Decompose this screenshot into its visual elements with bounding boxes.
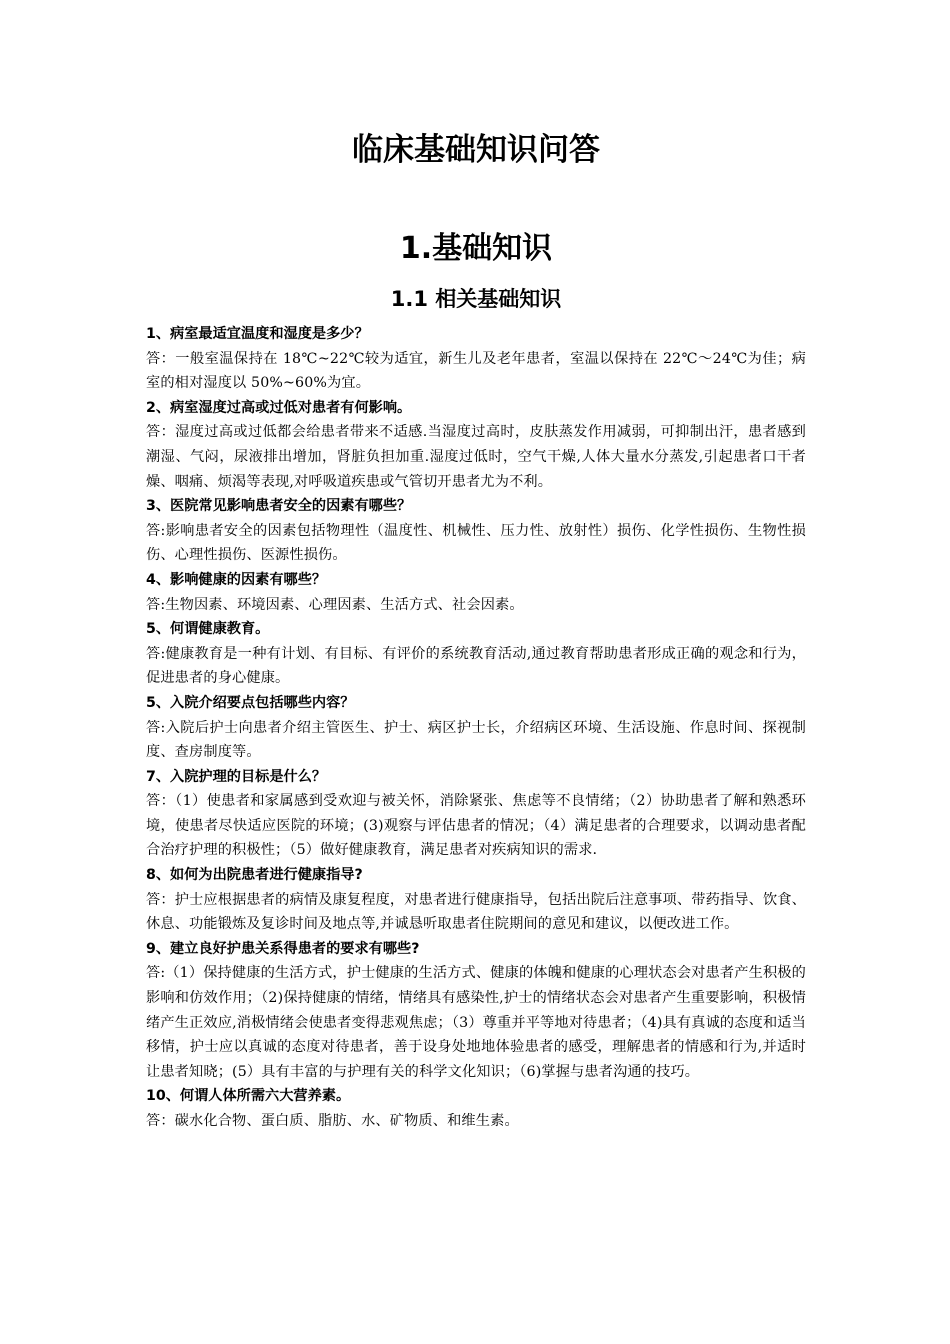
question-text: 5、何谓健康教育。 (146, 621, 270, 638)
qa-list (146, 322, 806, 1134)
answer-text: 答：湿度过高或过低都会给患者带来不适感.当湿度过高时，皮肤蒸发作用减弱，可抑制出汗，患者感到潮湿、气闷，尿液排出增加，肾脏负担加重.湿度过低时，空气干燥,人体大量水分蒸发,引起患者口干者燥、咽痛、烦渴等表现,对呼吸道疾患或气管切开患者尤为不利。 (146, 424, 806, 490)
question-text: 8、如何为出院患者进行健康指导? (146, 867, 363, 884)
question-text: 9、建立良好护患关系得患者的要求有哪些? (146, 940, 420, 957)
qa-item (146, 568, 806, 617)
section-heading: 1.1 相关基础知识 (390, 287, 562, 311)
question-text: 2、病室湿度过高或过低对患者有何影响。 (146, 399, 412, 416)
answer-text: 答：（1）使患者和家属感到受欢迎与被关怀，消除紧张、焦虑等不良情绪；（2）协助患者了解和熟悉环境，使患者尽快适应医院的环境；(3)观察与评估患者的情况；（4）满足患者的合理要求，以调动患者配合治疗护理的积极性；（5）做好健康教育，满足患者对疾病知识的需求. (146, 793, 806, 859)
answer-text: 答:入院后护士向患者介绍主管医生、护士、病区护士长，介绍病区环境、生活设施、作息时间、探视制度、查房制度等。 (146, 719, 806, 761)
qa-item (146, 494, 806, 568)
chapter-heading: 1.基础知识 (399, 231, 553, 266)
answer-text: 答:生物因素、环境因素、心理因素、生活方式、社会因素。 (146, 596, 524, 613)
qa-item (146, 863, 806, 937)
question-text: 3、医院常见影响患者安全的因素有哪些？ (146, 498, 412, 515)
question-text: 7、入院护理的目标是什么？ (146, 768, 327, 785)
answer-text: 答:影响患者安全的因素包括物理性（温度性、机械性、压力性、放射性）损伤、化学性损伤、生物性损伤、心理性损伤、医源性损伤。 (146, 522, 806, 564)
answer-text: 答：碳水化合物、蛋白质、脂肪、水、矿物质、和维生素。 (146, 1113, 519, 1129)
question-text: 5、入院介绍要点包括哪些内容？ (146, 694, 355, 711)
qa-item (146, 322, 806, 396)
answer-text: 答:健康教育是一种有计划、有目标、有评价的系统教育活动,通过教育帮助患者形成正确的观念和行为，促进患者的身心健康。 (146, 645, 806, 687)
answer-text: 答：护士应根据患者的病情及康复程度，对患者进行健康指导，包括出院后注意事项、带药指导、饮食、休息、功能锻炼及复诊时间及地点等,并诚恳听取患者住院期间的意见和建议，以便改进工作。 (146, 891, 806, 933)
document-title: 临床基础知识问答 (352, 132, 600, 168)
qa-item (146, 1084, 806, 1133)
question-text: 4、影响健康的因素有哪些？ (146, 571, 327, 588)
qa-item (146, 937, 806, 1085)
answer-text: 答：一般室温保持在 18℃~22℃较为适宜，新生儿及老年患者，室温以保持在 22℃～24℃为佳；病室的相对湿度以 50%~60%为宜。 (146, 350, 806, 392)
qa-item (146, 765, 806, 863)
qa-item (146, 617, 806, 691)
answer-text: 答:（1）保持健康的生活方式，护士健康的生活方式、健康的体魄和健康的心理状态会对患者产生积极的影响和仿效作用；（2)保持健康的情绪，情绪具有感染性,护士的情绪状态会对患者产生重要影响，积极情绪产生正效应,消极情绪会使患者变得悲观焦虑；（3）尊重并平等地对待患者；（4)具有真诚的态度和适当移情，护士应以真诚的态度对待患者，善于设身处地地体验患者的感受，理解患者的情感和行为,并适时让患者知晓；(5）具有丰富的与护理有关的科学文化知识；（6)掌握与患者沟通的技巧。 (146, 965, 806, 1080)
qa-item (146, 396, 806, 494)
qa-item (146, 691, 806, 765)
question-text: 10、何谓人体所需六大营养素。 (146, 1088, 351, 1105)
question-text: 1、病室最适宜温度和湿度是多少？ (146, 326, 369, 342)
